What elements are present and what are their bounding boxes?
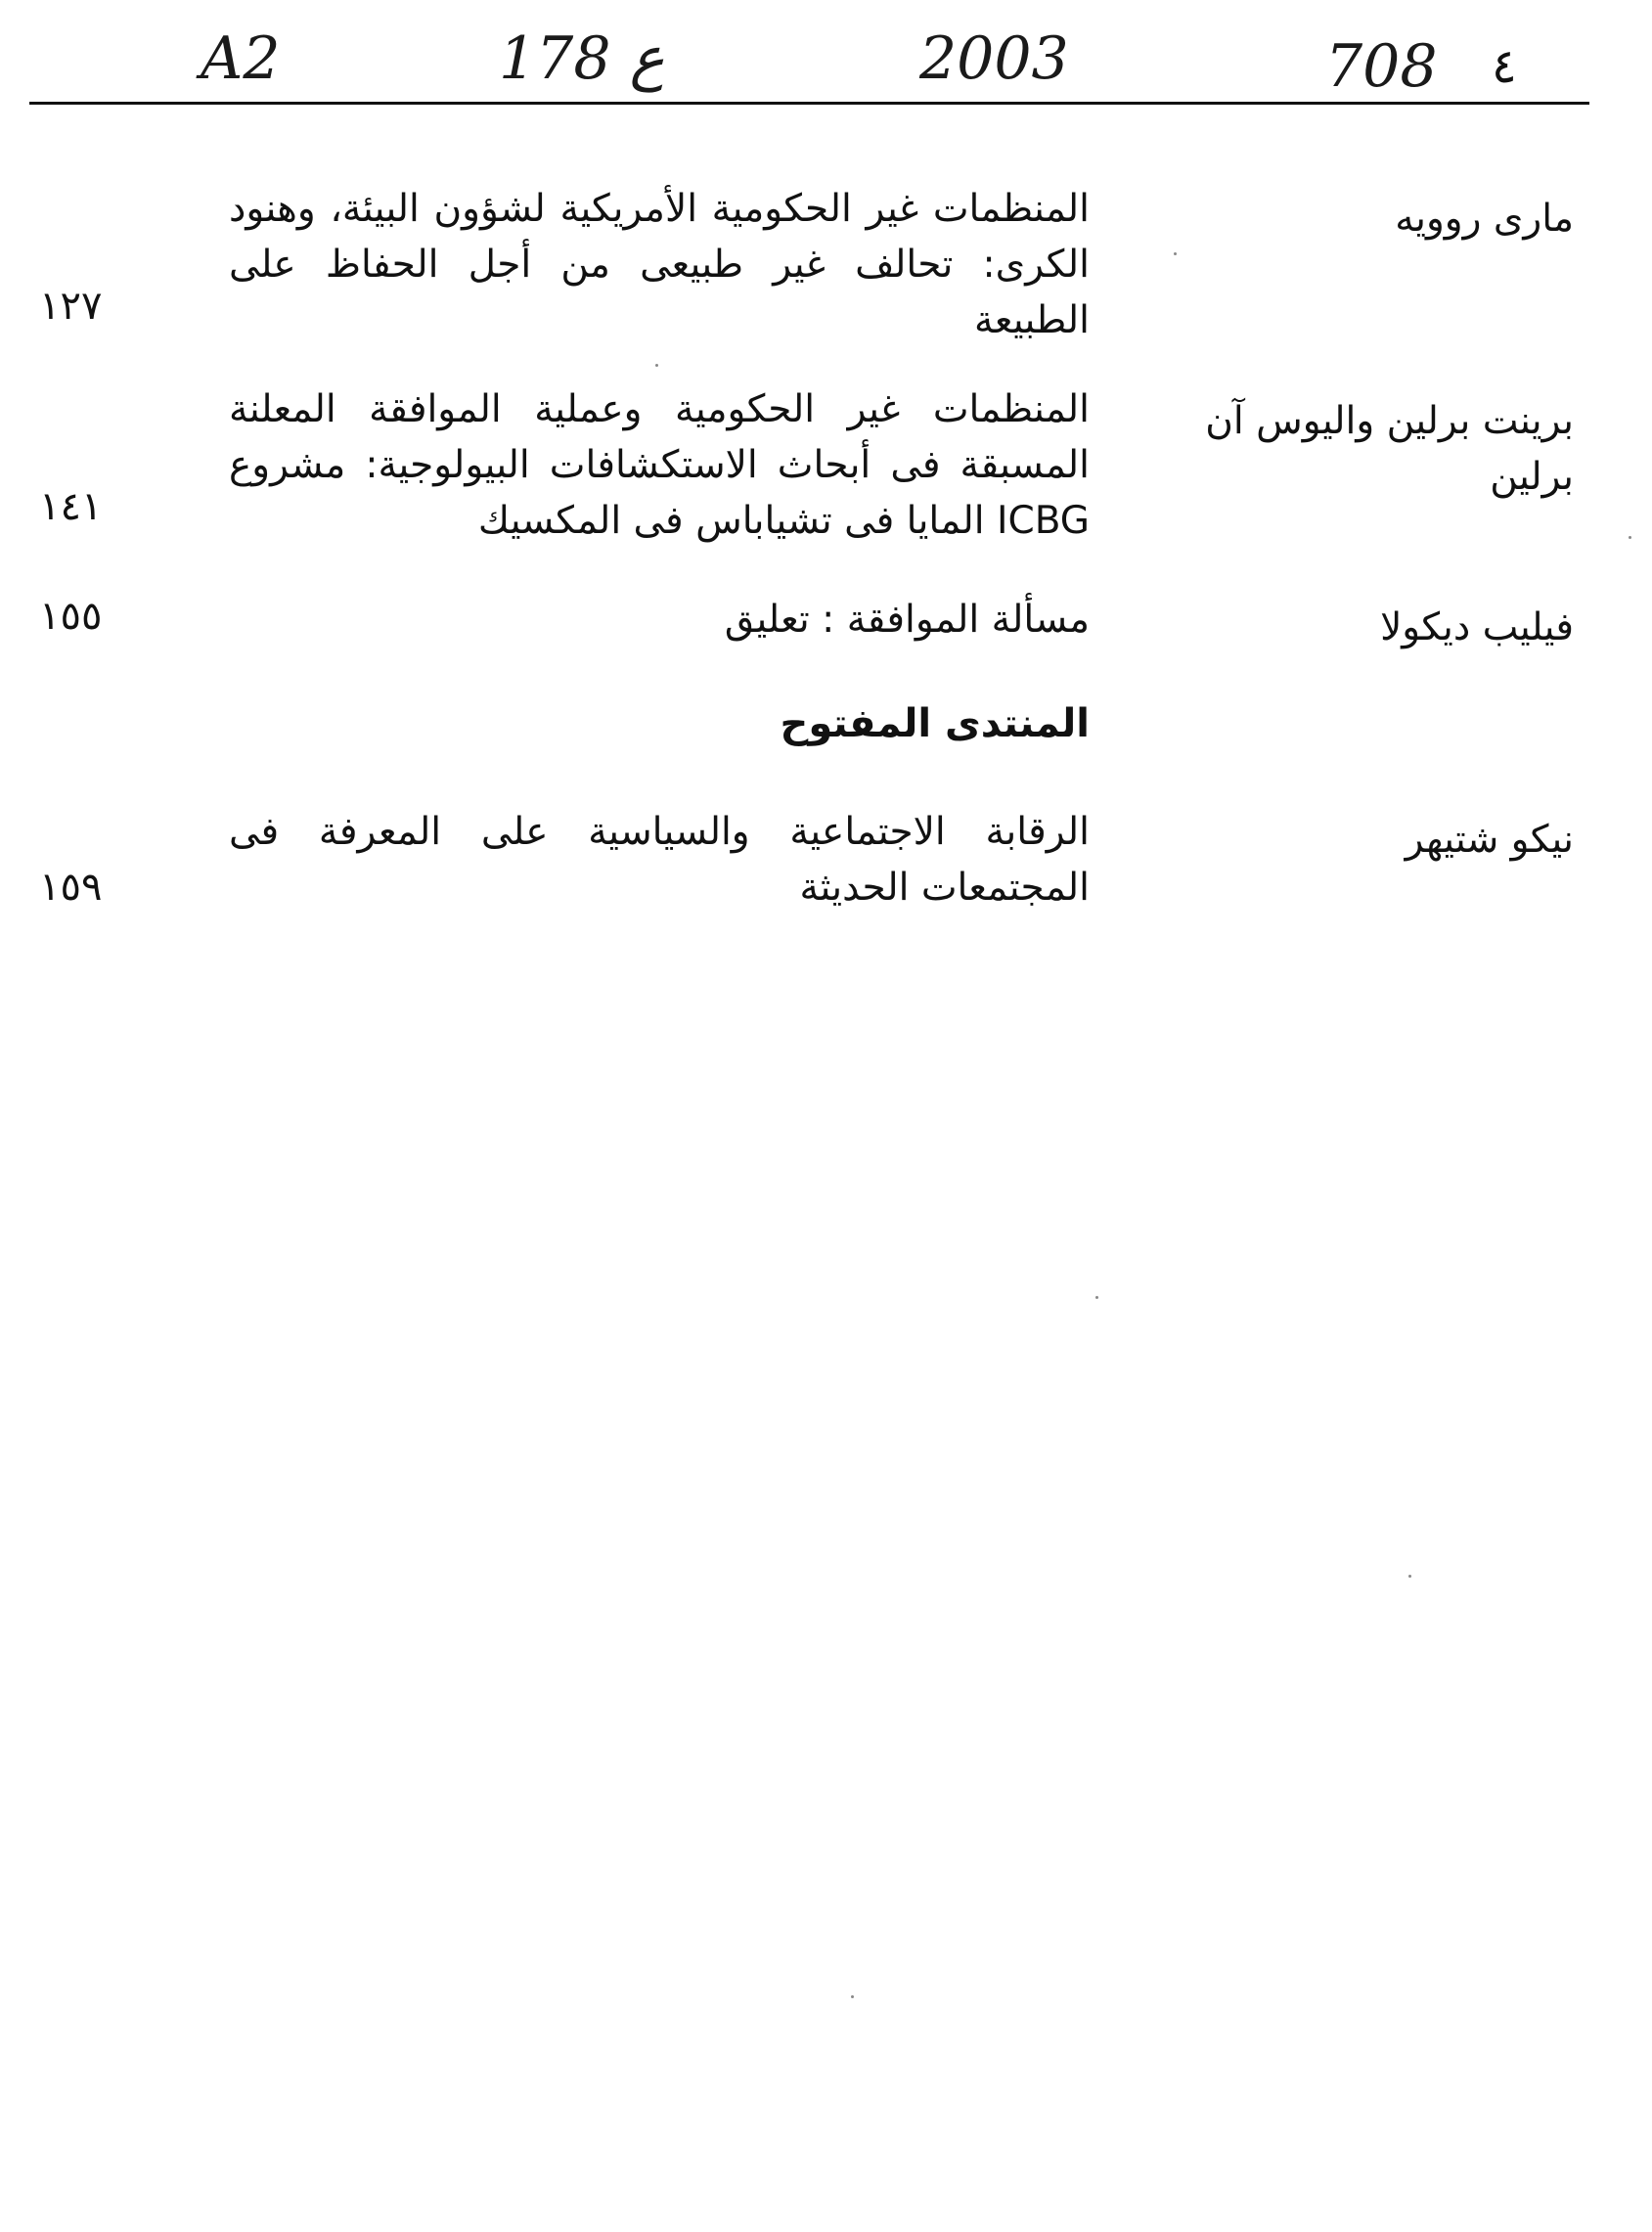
handwritten-id: 708 (1325, 32, 1438, 101)
toc-page-number: ١٢٧ (39, 284, 103, 329)
handwritten-code: A2 (201, 24, 281, 93)
toc-author: برينت برلين واليوس آن برلين (1205, 399, 1574, 499)
page-number: ٤ (1492, 39, 1517, 94)
scan-speck (1174, 252, 1177, 255)
toc-page-number: ١٥٥ (39, 594, 103, 639)
scan-speck (851, 1995, 854, 1998)
toc-author: مارى روويه (1395, 197, 1574, 241)
toc-title: مسألة الموافقة : تعليق (724, 598, 1090, 642)
section-heading: المنتدى المفتوح (780, 701, 1090, 746)
toc-title: الرقابة الاجتماعية والسياسية على المعرفة فى المجتمعات الحديثة (229, 810, 1090, 910)
toc-author: نيكو شتيهر (1405, 818, 1574, 862)
header-rule (29, 102, 1589, 105)
toc-title: المنظمات غير الحكومية الأمريكية لشؤون البيئة، وهنود الكرى: تحالف غير طبيعى من أجل الحفاظ على الطبيعة (229, 187, 1090, 342)
toc-page-number: ١٤١ (39, 484, 103, 529)
toc-title: المنظمات غير الحكومية وعملية الموافقة المعلنة المسبقة فى أبحاث الاستكشافات البيولوجية: مشروع ICBG المايا فى تشياباس فى المكسيك (229, 387, 1090, 543)
toc-author: فيليب ديكولا (1380, 605, 1574, 649)
toc-page-number: ١٥٩ (39, 865, 103, 910)
scan-speck (1408, 1575, 1411, 1578)
scan-speck (655, 364, 658, 367)
scan-speck (1095, 1296, 1098, 1299)
handwritten-year: 2003 (919, 24, 1069, 93)
handwritten-number: 178 ع (499, 24, 665, 93)
scan-speck (1629, 536, 1631, 539)
